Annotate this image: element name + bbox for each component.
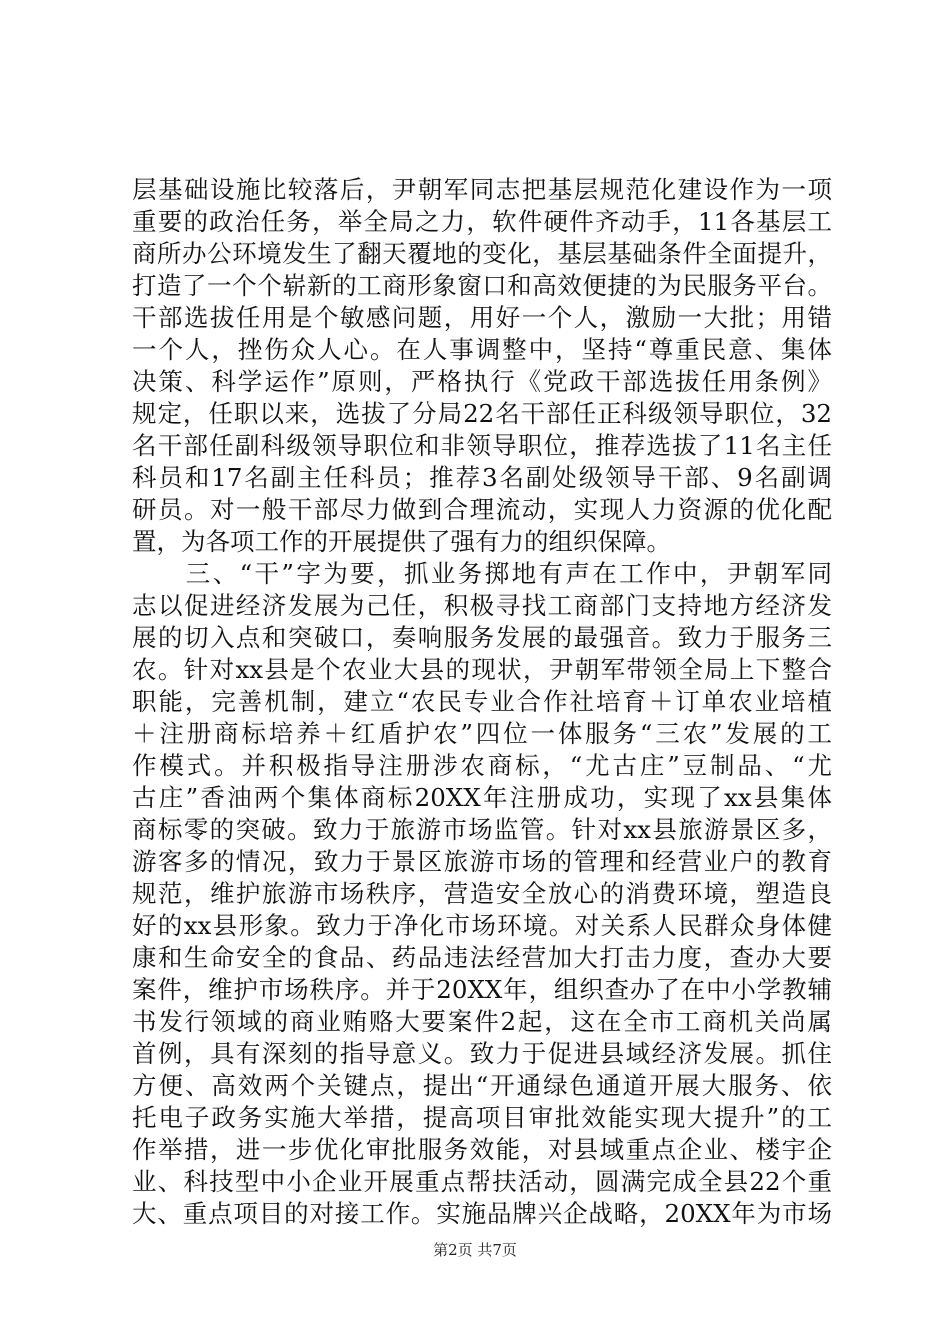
text-line: 规定，任职以来，选拔了分局22名干部任正科级领导职位，32 (132, 399, 832, 428)
text-line: 一个人，挫伤众人心。在人事调整中，坚持“尊重民意、集体 (132, 335, 832, 364)
text-line: 重要的政治任务，举全局之力，软件硬件齐动手，11各基层工 (132, 207, 832, 236)
text-line: 商所办公环境发生了翻天覆地的变化，基层基础条件全面提升， (132, 239, 832, 268)
text-line: 首例，具有深刻的指导意义。致力于促进县域经济发展。抓住 (132, 1039, 832, 1068)
text-line: 游客多的情况，致力于景区旅游市场的管理和经营业户的教育 (132, 847, 832, 876)
text-line: 志以促进经济发展为己任，积极寻找工商部门支持地方经济发 (132, 591, 832, 620)
body-text (132, 174, 832, 1230)
text-line: 好的xx县形象。致力于净化市场环境。对关系人民群众身体健 (132, 911, 832, 940)
text-line: 作举措，进一步优化审批服务效能，对县域重点企业、楼宇企 (132, 1135, 832, 1164)
text-line: 研员。对一般干部尽力做到合理流动，实现人力资源的优化配 (132, 495, 832, 524)
text-line: ＋注册商标培养＋红盾护农”四位一体服务“三农”发展的工 (132, 719, 832, 748)
text-line: 展的切入点和突破口，奏响服务发展的最强音。致力于服务三 (132, 623, 832, 652)
page-footer: 第2页 共7页 (433, 1241, 517, 1259)
text-line: 农。针对xx县是个农业大县的现状，尹朝军带领全局上下整合 (132, 655, 832, 684)
text-line: 三、“干”字为要，抓业务掷地有声在工作中，尹朝军同 (132, 559, 832, 588)
text-line: 书发行领域的商业贿赂大要案件2起，这在全市工商机关尚属 (132, 1007, 832, 1036)
text-line: 大、重点项目的对接工作。实施品牌兴企战略，20XX年为市场 (132, 1199, 832, 1228)
text-line: 科员和17名副主任科员；推荐3名副处级领导干部、9名副调 (132, 463, 832, 492)
text-line: 案件，维护市场秩序。并于20XX年，组织查办了在中小学教辅 (132, 975, 832, 1004)
text-line: 商标零的突破。致力于旅游市场监管。针对xx县旅游景区多， (132, 815, 832, 844)
text-line: 古庄”香油两个集体商标20XX年注册成功，实现了xx县集体 (132, 783, 832, 812)
text-line: 方便、高效两个关键点，提出“开通绿色通道开展大服务、依 (132, 1071, 832, 1100)
text-line: 层基础设施比较落后，尹朝军同志把基层规范化建设作为一项 (132, 175, 832, 204)
text-line: 业、科技型中小企业开展重点帮扶活动，圆满完成全县22个重 (132, 1167, 832, 1196)
text-line: 托电子政务实施大举措，提高项目审批效能实现大提升”的工 (132, 1103, 832, 1132)
text-line: 作模式。并积极指导注册涉农商标，“尤古庄”豆制品、“尤 (132, 751, 832, 780)
text-line: 决策、科学运作”原则，严格执行《党政干部选拔任用条例》 (132, 367, 832, 396)
text-line: 置，为各项工作的开展提供了强有力的组织保障。 (132, 527, 671, 556)
text-line: 规范，维护旅游市场秩序，营造安全放心的消费环境，塑造良 (132, 879, 832, 908)
text-line: 职能，完善机制，建立“农民专业合作社培育＋订单农业培植 (132, 687, 832, 716)
text-line: 干部选拔任用是个敏感问题，用好一个人，激励一大批；用错 (132, 303, 832, 332)
text-line: 康和生命安全的食品、药品违法经营加大打击力度，查办大要 (132, 943, 832, 972)
text-line: 名干部任副科级领导职位和非领导职位，推荐选拔了11名主任 (132, 431, 832, 460)
text-line: 打造了一个个崭新的工商形象窗口和高效便捷的为民服务平台。 (132, 271, 832, 300)
